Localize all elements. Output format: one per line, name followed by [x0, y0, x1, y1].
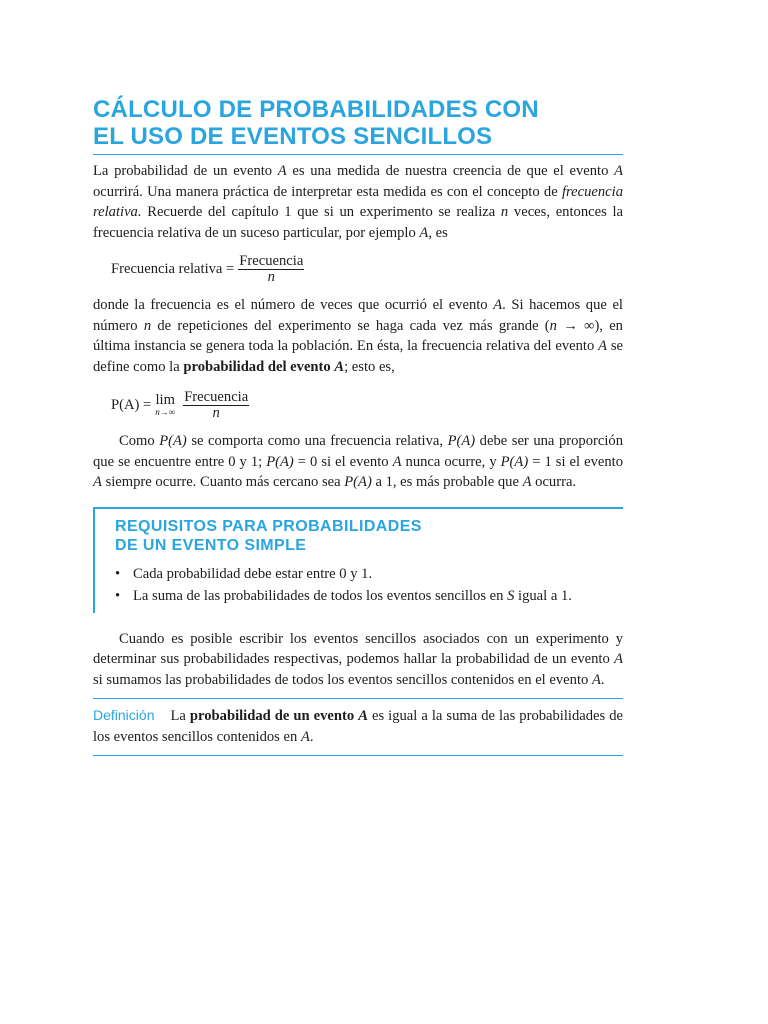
- text: Como: [119, 433, 160, 449]
- limit-operator: [155, 393, 175, 417]
- bold-term: probabilidad del evento: [183, 358, 335, 375]
- text: Cada probabilidad debe estar entre 0 y 1.: [133, 565, 373, 582]
- var: n: [143, 317, 152, 334]
- text: si sumamos las probabilidades de todos los eventos sencillos contenidos en el evento: [93, 671, 592, 688]
- list-item: [115, 563, 623, 585]
- var: S: [507, 587, 515, 604]
- requirements-box: [93, 507, 623, 613]
- text: ocurra.: [531, 474, 577, 490]
- fraction: [238, 253, 304, 285]
- text: → ∞), en última instancia se genera toda la población. En ésta, la frecuencia relativa del evento: [93, 317, 623, 354]
- simple-events-paragraph: [93, 629, 623, 691]
- text: .: [600, 671, 605, 688]
- text: igual a 1.: [514, 587, 572, 604]
- var: P(A): [266, 453, 294, 470]
- fraction: [183, 389, 249, 421]
- text: , es: [428, 224, 448, 241]
- text: a 1, es más probable que: [371, 474, 523, 490]
- var: A: [419, 224, 429, 241]
- var: A: [614, 163, 623, 179]
- text: = 1 si el evento: [528, 453, 623, 470]
- var: n: [549, 317, 557, 334]
- requirements-title-line1: REQUISITOS PARA PROBABILIDADES: [115, 517, 422, 535]
- text: de repeticiones del experimento se haga cada vez más grande (: [151, 317, 550, 334]
- text: siempre ocurre. Cuanto más cercano sea: [101, 474, 345, 490]
- fraction-numerator: Frecuencia: [184, 389, 249, 405]
- text: Cuando es posible escribir los eventos sencillos asociados con un experimento y determinar sus probabilidades respectivas, podemos hallar la probabilidad de un evento: [93, 630, 623, 667]
- divider: [93, 755, 623, 756]
- intro-paragraph: [93, 161, 623, 243]
- requirements-title-line2: DE UN EVENTO SIMPLE: [115, 536, 307, 554]
- text: es una medida de nuestra creencia de que el evento: [286, 163, 615, 179]
- var: A: [277, 163, 287, 179]
- var: A: [300, 728, 310, 745]
- fraction-denominator: n: [267, 269, 275, 285]
- section-title-line2: EL USO DE EVENTOS SENCILLOS: [93, 123, 493, 150]
- limit-subscript: n→∞: [155, 407, 176, 417]
- page-content: [93, 96, 623, 756]
- text: ; esto es,: [344, 358, 395, 375]
- var: A: [392, 453, 402, 470]
- text: La suma de las probabilidades de todos los eventos sencillos en: [133, 587, 508, 604]
- text: veces, entonces la frecuencia relativa de un suceso particular, por ejemplo: [93, 204, 623, 241]
- var: A: [493, 297, 503, 313]
- text: es igual a la suma de las probabilidades de los eventos sencillos contenidos en: [93, 708, 624, 745]
- proportion-paragraph: [93, 431, 623, 493]
- bold-term: probabilidad de un evento: [189, 708, 359, 724]
- text: debe ser una proporción que se encuentre entre 0 y 1;: [93, 433, 623, 470]
- text: La: [170, 708, 190, 724]
- frequency-paragraph: [93, 295, 623, 377]
- text: ocurrirá. Una manera práctica de interpretar esta medida es con el concepto de: [93, 183, 562, 200]
- var: A: [598, 338, 607, 354]
- text: Recuerde del capítulo 1 que si un experimento se realiza: [141, 204, 501, 220]
- var: A: [93, 474, 102, 490]
- var: P(A): [447, 433, 476, 449]
- limit-label: lim: [155, 392, 175, 408]
- text: La probabilidad de un evento: [93, 163, 278, 179]
- var: A: [522, 474, 532, 490]
- definition-block: [93, 705, 623, 747]
- var: n: [500, 204, 509, 220]
- text: se comporta como una frecuencia relativa,: [186, 433, 448, 449]
- definition-label: Definición: [93, 707, 155, 723]
- requirements-list: [115, 563, 623, 607]
- fraction-numerator: Frecuencia: [239, 253, 304, 269]
- relative-frequency-formula: [111, 253, 623, 285]
- var: P(A): [344, 474, 372, 490]
- list-item: [115, 585, 623, 607]
- text: .: [309, 728, 314, 745]
- text: donde la frecuencia es el número de veces que ocurrió el evento: [93, 297, 494, 313]
- var: A: [591, 671, 601, 688]
- formula-lhs: Frecuencia relativa =: [111, 260, 235, 277]
- var: A: [614, 651, 623, 667]
- divider: [93, 698, 623, 699]
- text: nunca ocurre, y: [401, 453, 501, 470]
- text: . Si hacemos que el número: [93, 297, 623, 334]
- bold-var: A: [358, 708, 368, 724]
- text: se define como la: [93, 338, 623, 375]
- var: P(A): [159, 433, 187, 449]
- var: P(A): [500, 453, 529, 470]
- bold-var: A: [334, 358, 345, 375]
- emphasis: frecuencia relativa.: [93, 183, 623, 220]
- text: = 0 si el evento: [293, 453, 393, 470]
- section-title: [93, 96, 623, 155]
- section-title-line1: CÁLCULO DE PROBABILIDADES CON: [93, 96, 539, 123]
- fraction-denominator: n: [212, 405, 220, 421]
- formula-lhs: P(A) =: [111, 396, 152, 413]
- requirements-title: [115, 517, 623, 555]
- probability-limit-formula: [111, 389, 623, 421]
